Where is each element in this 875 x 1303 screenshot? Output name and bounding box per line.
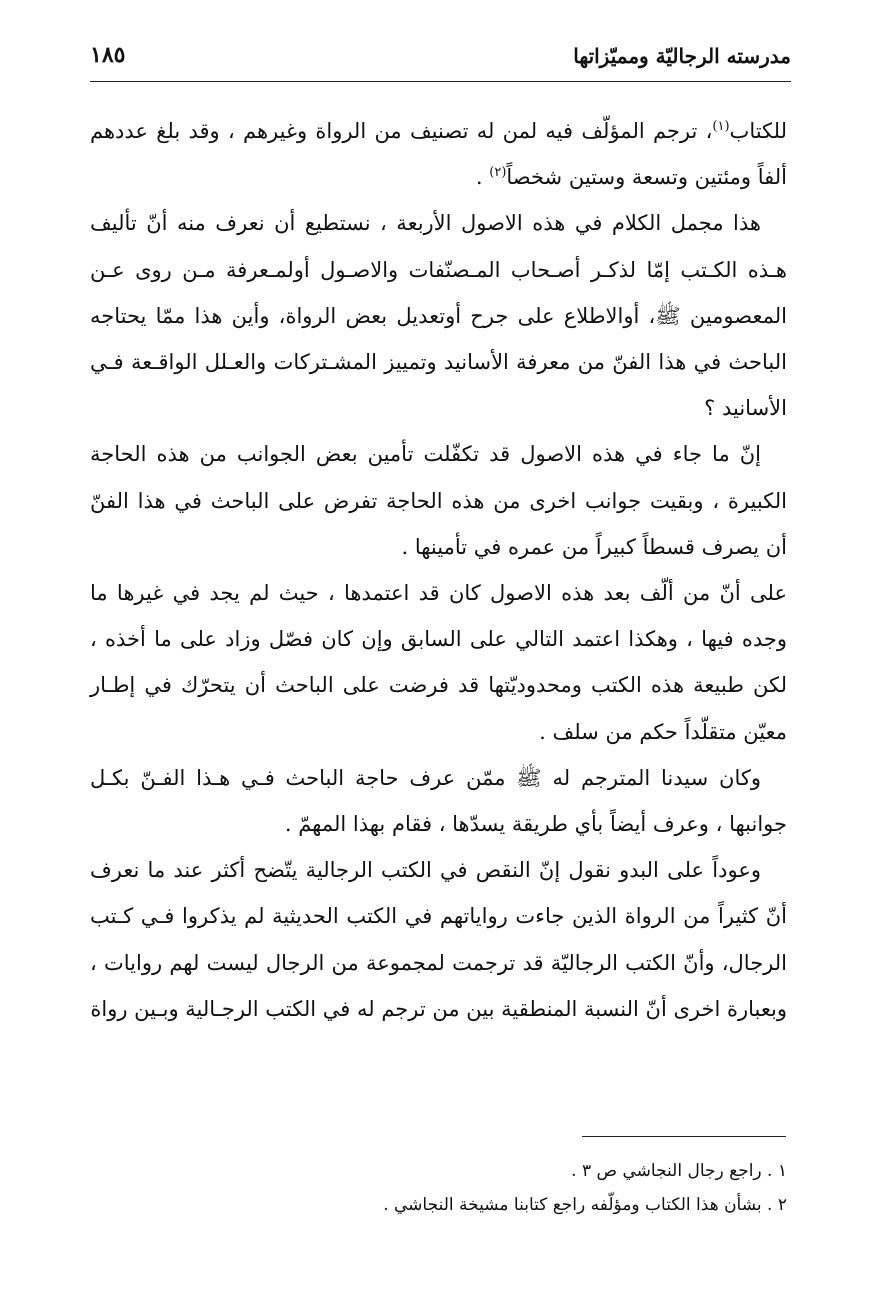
paragraph	[90, 847, 787, 1032]
footnote-marker: ١	[777, 1161, 787, 1181]
footnotes	[90, 1154, 787, 1222]
paragraph-text: للكتاب	[729, 119, 787, 143]
footnote	[90, 1188, 787, 1222]
footnote-text: راجع رجال النجاشي ص ٣ .	[571, 1161, 762, 1181]
footnote-text: بشأن هذا الكتاب ومؤلّفه راجع كتابنا مشيخة النجاشي .	[383, 1195, 762, 1215]
paragraph-text: .	[475, 165, 490, 190]
header-divider	[90, 81, 791, 82]
paragraph	[90, 570, 787, 755]
footnote-reference: (١)	[712, 119, 730, 134]
paragraph	[90, 200, 787, 431]
footnote-reference: (٢)	[489, 165, 507, 181]
footnote-separator: .	[761, 1195, 778, 1215]
paragraph-text: وعوداً على البدو نقول إنّ النقص في الكتب الرجالية يتّضح أكثر عند ما نعرف أنّ كثيراً من الرواة الذين جاءت رواياتهم في الكتب الحديثية لم يذكروا فـي كـتب الرجال، وأنّ الكتب الرجاليّة قد ترجمت لمجموعة من الرجال ليست لهم روايات ، وبعبارة اخرى أنّ النسبة المنطقية بين من ترجم له في الكتب الرجـالية وبـين رواة	[90, 858, 787, 1021]
paragraph-text: وكان سيدنا المترجم له ﷺ ممّن عرف حاجة الباحث فـي هـذا الفـنّ بكـل جوانبها ، وعرف أيضاً بأي طريقة يسدّها ، فقام بهذا المهمّ .	[90, 765, 787, 837]
body-text	[90, 108, 787, 1032]
paragraph-text: على أنّ من ألّف بعد هذه الاصول كان قد اعتمدها ، حيث لم يجد في غيرها ما وجده فيها ، وهكذا اعتمد التالي على السابق وإن كان فصّل وزاد على ما أخذه ، لكن طبيعة هذه الكتب ومحدوديّتها قد فرضت على الباحث أن يتحرّك في إطـار معيّن متقلّداً حكم من سلف .	[90, 581, 787, 744]
chapter-title: مدرسته الرجاليّة ومميّزاتها	[573, 44, 791, 68]
footnote-separator: .	[761, 1161, 778, 1181]
footnote	[90, 1154, 787, 1188]
paragraph	[90, 431, 787, 570]
paragraph	[90, 755, 787, 847]
paragraph-text: ، ترجم المؤلّف فيه لمن له تصنيف من الرواة وغيرهم ، وقد بلغ عددهم ألفاً ومئتين وتسعة وستين شخصاً	[90, 119, 787, 190]
running-header	[90, 38, 791, 78]
paragraph	[90, 108, 787, 200]
paragraph-text: هذا مجمل الكلام في هذه الاصول الأربعة ، نستطيع أن نعرف منه أنّ تأليف هـذه الكـتب إمّا لذكـر أصـحاب المـصنّفات والاصـول أولمـعرفة مـن روى عـن المعصومين ﷺ، أوالاطلاع على جرح أوتعديل بعض الرواة، وأين هذا ممّا يحتاجه الباحث في هذا الفنّ من معرفة الأسانيد وتمييز المشـتركات والعـلل الواقـعة فـي الأسانيد ؟	[90, 211, 787, 421]
paragraph-text: إنّ ما جاء في هذه الاصول قد تكفّلت تأمين بعض الجوانب من هذه الحاجة الكبيرة ، وبقيت جوانب اخرى من هذه الحاجة تفرض على الباحث في هذا الفنّ أن يصرف قسطاً كبيراً من عمره في تأمينها .	[90, 442, 787, 559]
footnote-divider	[582, 1136, 786, 1137]
footnote-marker: ٢	[777, 1195, 787, 1215]
page-number: ١٨٥	[90, 42, 126, 68]
